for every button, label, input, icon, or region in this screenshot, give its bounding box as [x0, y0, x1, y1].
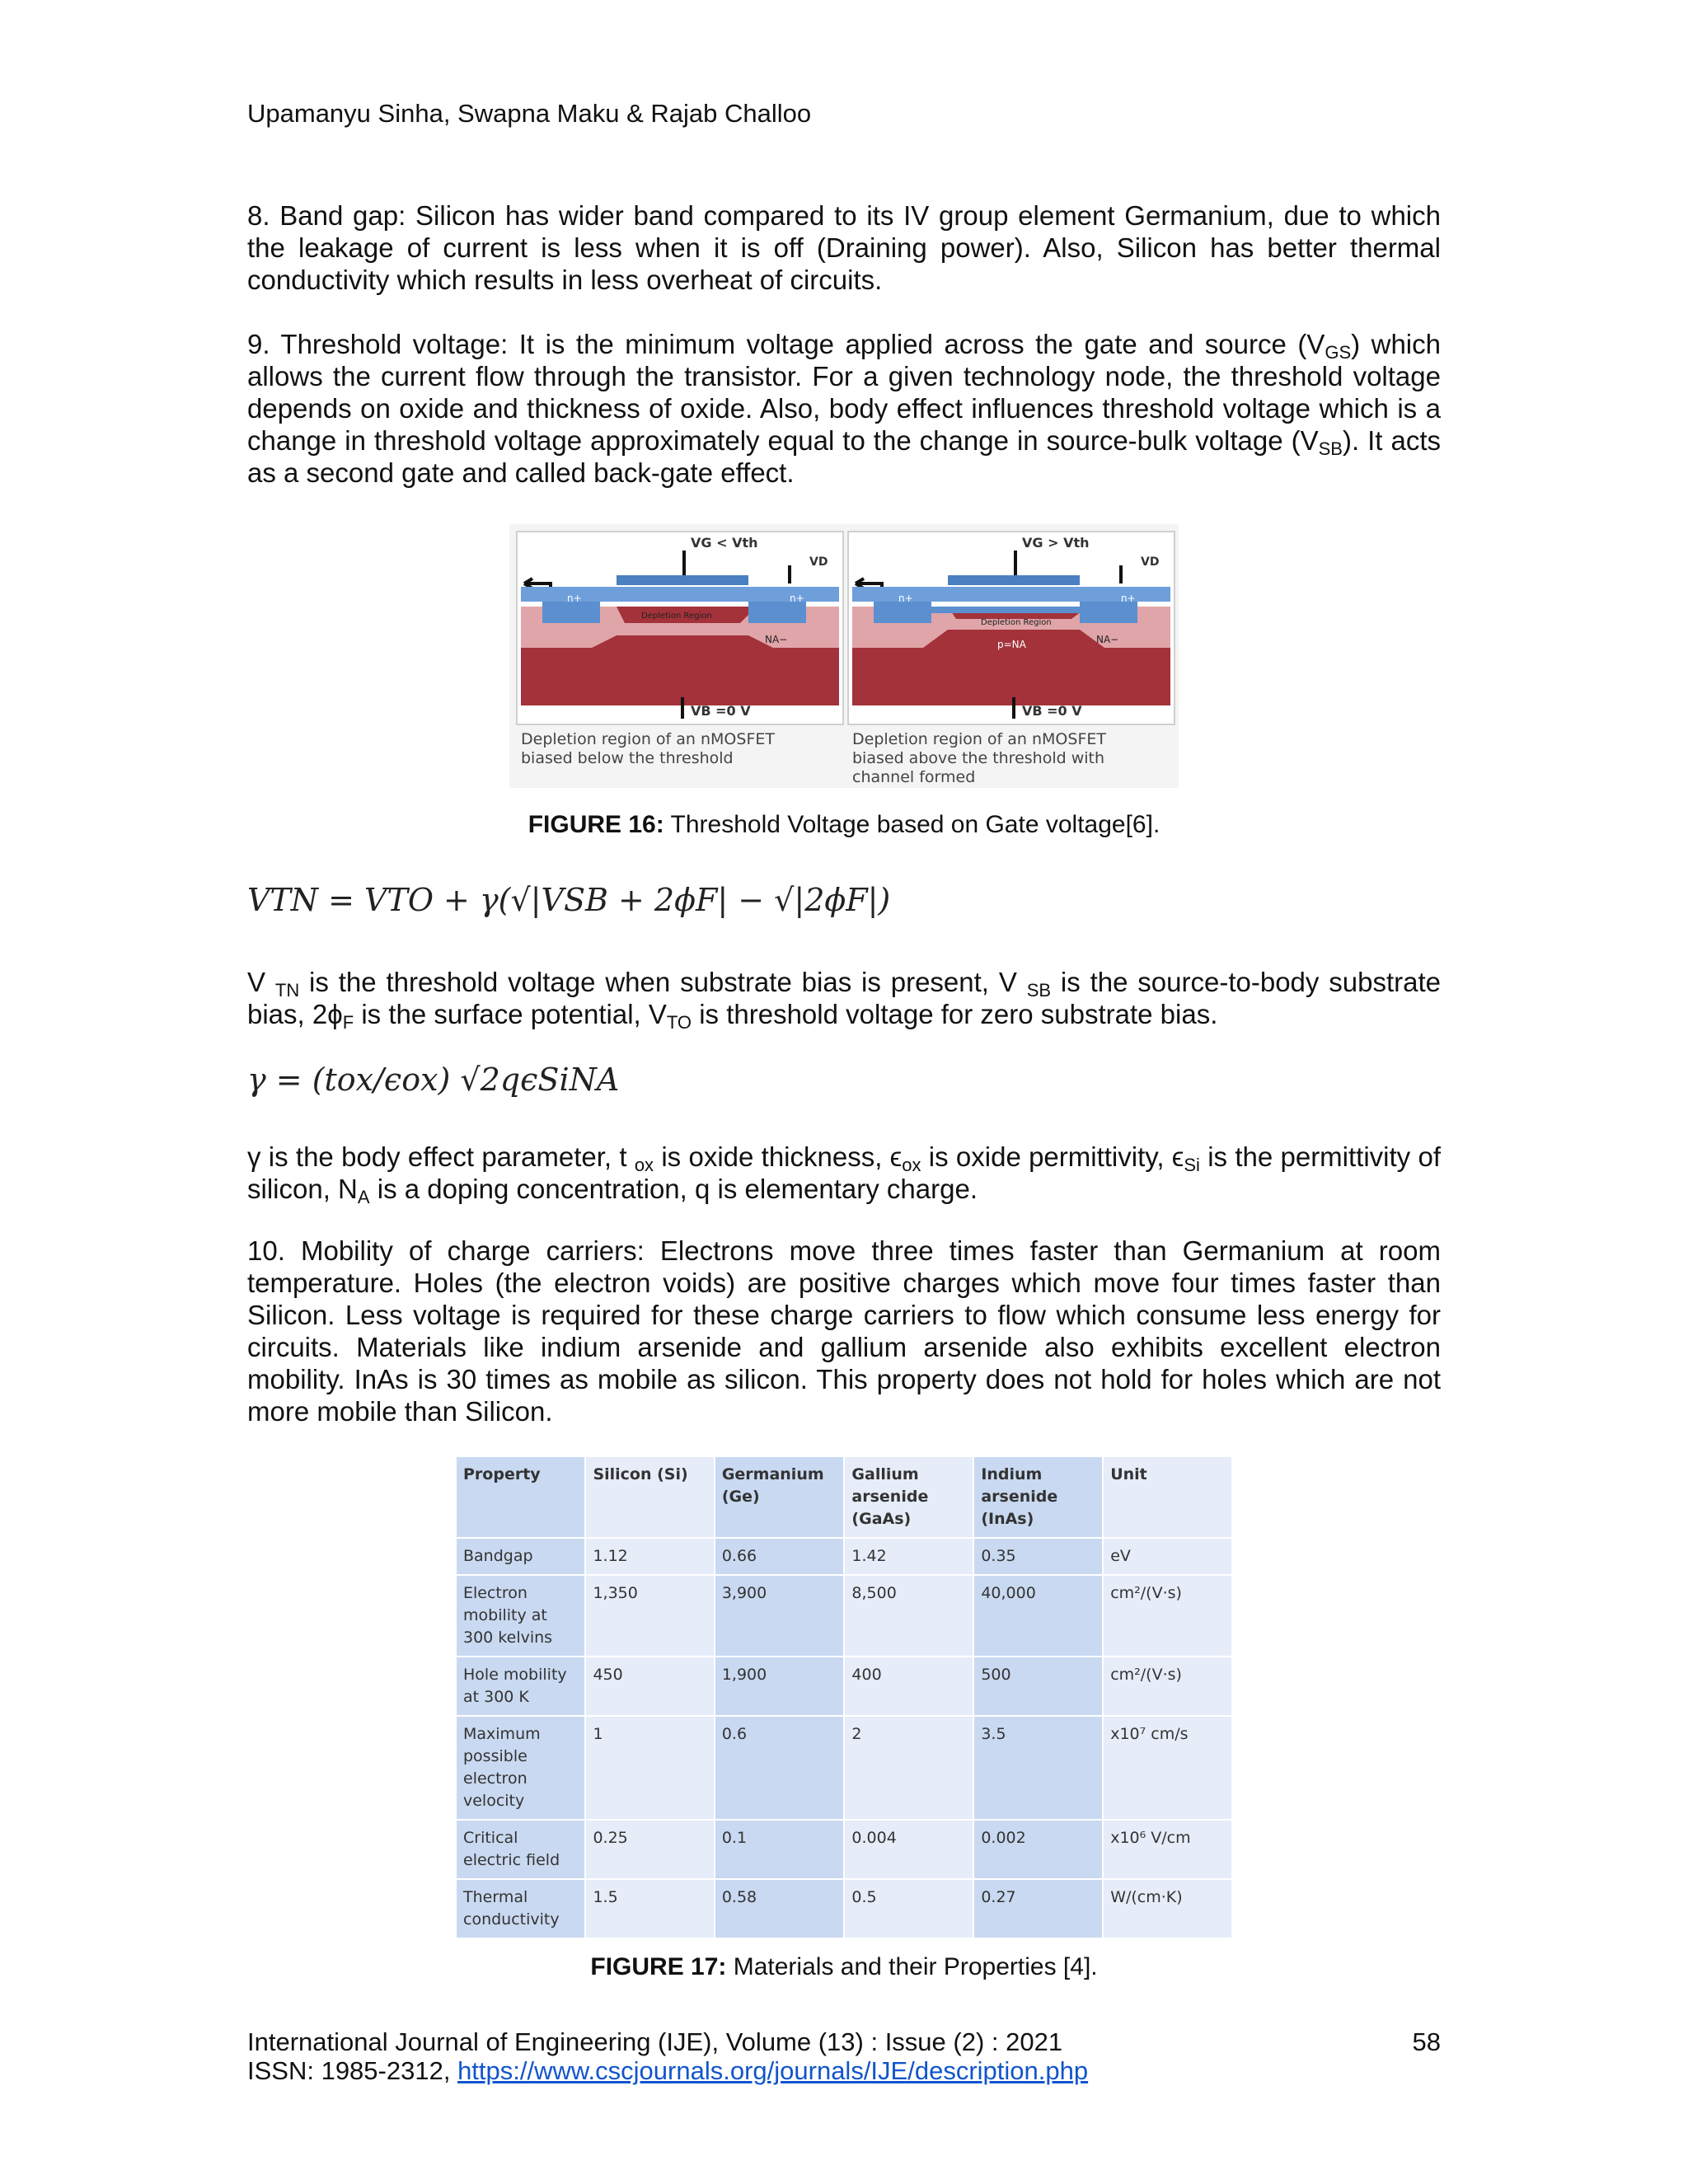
table-cell: Electron mobility at 300 kelvins: [456, 1575, 585, 1657]
table-cell: 3.5: [973, 1716, 1103, 1820]
journal-link[interactable]: https://www.cscjournals.org/journals/IJE/description.php: [457, 2056, 1089, 2085]
table-cell: 1.42: [844, 1538, 973, 1575]
table-cell: Critical electric field: [456, 1820, 585, 1879]
table-cell: Bandgap: [456, 1538, 585, 1575]
equation-gamma: γ = (tox/ϵox) √2qϵSiNA: [247, 1062, 620, 1098]
equation-vtn: VTN = VTO + γ(√|VSB + 2ϕF| − √|2ϕF|): [247, 882, 891, 918]
table-row: [456, 1879, 1232, 1938]
table-cell: x10⁶ V/cm: [1103, 1820, 1232, 1879]
vb-label: VB =0 V: [691, 703, 751, 719]
table-cell: 0.35: [973, 1538, 1103, 1575]
table-header-cell: Gallium arsenide (GaAs): [844, 1456, 973, 1538]
vd-label: VD: [1141, 555, 1160, 569]
vd-label: VD: [809, 555, 828, 569]
table-cell: 500: [973, 1657, 1103, 1716]
table-header-cell: Property: [456, 1456, 585, 1538]
na-label: NA−: [765, 634, 788, 645]
figure-16-left-caption: Depletion region of an nMOSFET biased below the threshold: [521, 730, 775, 767]
table-cell: 0.25: [585, 1820, 714, 1879]
paragraph-gamma-definition: γ is the body effect parameter, t $_{ox}$ is oxide thickness, $\epsilon_{ox}$ is oxide permittivity, $\epsilon_{Si}$ is the permittivity of silicon, $N_A$ is a doping concentration, q is elementary charge.: [247, 1141, 1441, 1207]
figure-17-materials-table: [455, 1455, 1233, 1939]
table-cell: 8,500: [844, 1575, 973, 1657]
table-cell: 1.5: [585, 1879, 714, 1938]
table-cell: cm²/(V·s): [1103, 1657, 1232, 1716]
table-cell: 0.5: [844, 1879, 973, 1938]
table-header-cell: Indium arsenide (InAs): [973, 1456, 1103, 1538]
table-row: [456, 1657, 1232, 1716]
table-cell: cm²/(V·s): [1103, 1575, 1232, 1657]
table-header-cell: Unit: [1103, 1456, 1232, 1538]
journal-citation: International Journal of Engineering (IJE), Volume (13) : Issue (2) : 2021: [247, 2027, 1063, 2056]
paragraph-band-gap: 8. Band gap: Silicon has wider band compared to its IV group element Germanium, due to which the leakage of current is less when it is off (Draining power). Also, Silicon has better thermal conductivity which results in less overheat of circuits.: [247, 200, 1441, 295]
depletion-label: Depletion Region: [981, 618, 1052, 627]
table-cell: 0.66: [715, 1538, 845, 1575]
table-cell: 400: [844, 1657, 973, 1716]
table-row: [456, 1575, 1232, 1657]
table-cell: 1,900: [715, 1657, 845, 1716]
table-cell: 0.002: [973, 1820, 1103, 1879]
n-plus-label: n+: [898, 593, 913, 604]
table-cell: 0.27: [973, 1879, 1103, 1938]
table-row: [456, 1538, 1232, 1575]
table-cell: 1.12: [585, 1538, 714, 1575]
n-plus-label: n+: [567, 593, 582, 604]
figure-16-right-caption: Depletion region of an nMOSFET biased above the threshold with channel formed: [852, 730, 1106, 786]
journal-footer: [247, 2027, 1088, 2085]
table-row: [456, 1716, 1232, 1820]
table-cell: 0.1: [715, 1820, 845, 1879]
running-header: Upamanyu Sinha, Swapna Maku & Rajab Challoo: [247, 99, 812, 128]
figure-16-caption: FIGURE 16: Threshold Voltage based on Gate voltage[6].: [528, 811, 1160, 838]
table-header-cell: Germanium (Ge): [715, 1456, 845, 1538]
table-cell: 0.6: [715, 1716, 845, 1820]
table-cell: 2: [844, 1716, 973, 1820]
vg-label: VG < Vth: [691, 535, 758, 551]
table-cell: eV: [1103, 1538, 1232, 1575]
n-plus-label: n+: [790, 593, 804, 604]
depletion-label: Depletion Region: [641, 612, 712, 621]
figure-17-caption: FIGURE 17: Materials and their Properties [4].: [590, 1953, 1098, 1980]
table-cell: 3,900: [715, 1575, 845, 1657]
table-cell: x10⁷ cm/s: [1103, 1716, 1232, 1820]
table-cell: 450: [585, 1657, 714, 1716]
paragraph-threshold-voltage: 9. Threshold voltage: It is the minimum voltage applied across the gate and source $(V_{GS})$ which allows the current flow through the transistor. For a given technology node, the threshold voltage depends on oxide and thickness of oxide. Also, body effect influences threshold voltage which is a change in threshold voltage approximately equal to the change in source-bulk voltage $(V_{SB})$. It acts as a second gate and called back-gate effect.: [247, 329, 1441, 488]
vb-label: VB =0 V: [1022, 703, 1082, 719]
page-number: 58: [1412, 2027, 1441, 2056]
figure-16-diagram: [509, 524, 1179, 788]
vg-label: VG > Vth: [1022, 535, 1090, 551]
nmosfet-above-threshold-panel: [847, 531, 1175, 725]
table-row: [456, 1820, 1232, 1879]
nmosfet-below-threshold-panel: [516, 531, 844, 725]
n-plus-label: n+: [1121, 593, 1136, 604]
table-cell: Thermal conductivity: [456, 1879, 585, 1938]
table-cell: Maximum possible electron velocity: [456, 1716, 585, 1820]
table-cell: W/(cm·K): [1103, 1879, 1232, 1938]
table-cell: 1: [585, 1716, 714, 1820]
paragraph-mobility: 10. Mobility of charge carriers: Electrons move three times faster than Germanium at room temperature. Holes (the electron voids) are positive charges which move four times faster than Silicon. Less voltage is required for these charge carriers to flow which consume less energy for circuits. Materials like indium arsenide and gallium arsenide also exhibits excellent electron mobility. InAs is 30 times as mobile as silicon. This property does not hold for holes which are not more mobile than Silicon.: [247, 1235, 1441, 1427]
p-na-label: p=NA: [997, 639, 1026, 650]
table-header-cell: Silicon (Si): [585, 1456, 714, 1538]
table-cell: 0.58: [715, 1879, 845, 1938]
na-label: NA−: [1096, 634, 1119, 645]
table-cell: 0.004: [844, 1820, 973, 1879]
issn-text: ISSN: 1985-2312,: [247, 2056, 458, 2085]
table-cell: 40,000: [973, 1575, 1103, 1657]
table-cell: 1,350: [585, 1575, 714, 1657]
table-cell: Hole mobility at 300 K: [456, 1657, 585, 1716]
paragraph-vtn-definition: V $_{TN}$ is the threshold voltage when substrate bias is present, V $_{SB}$ is the source-to-body substrate bias, $2\phi_F$ is the surface potential, $V_{TO}$ is threshold voltage for zero substrate bias.: [247, 967, 1441, 1033]
table-header-row: [456, 1456, 1232, 1538]
